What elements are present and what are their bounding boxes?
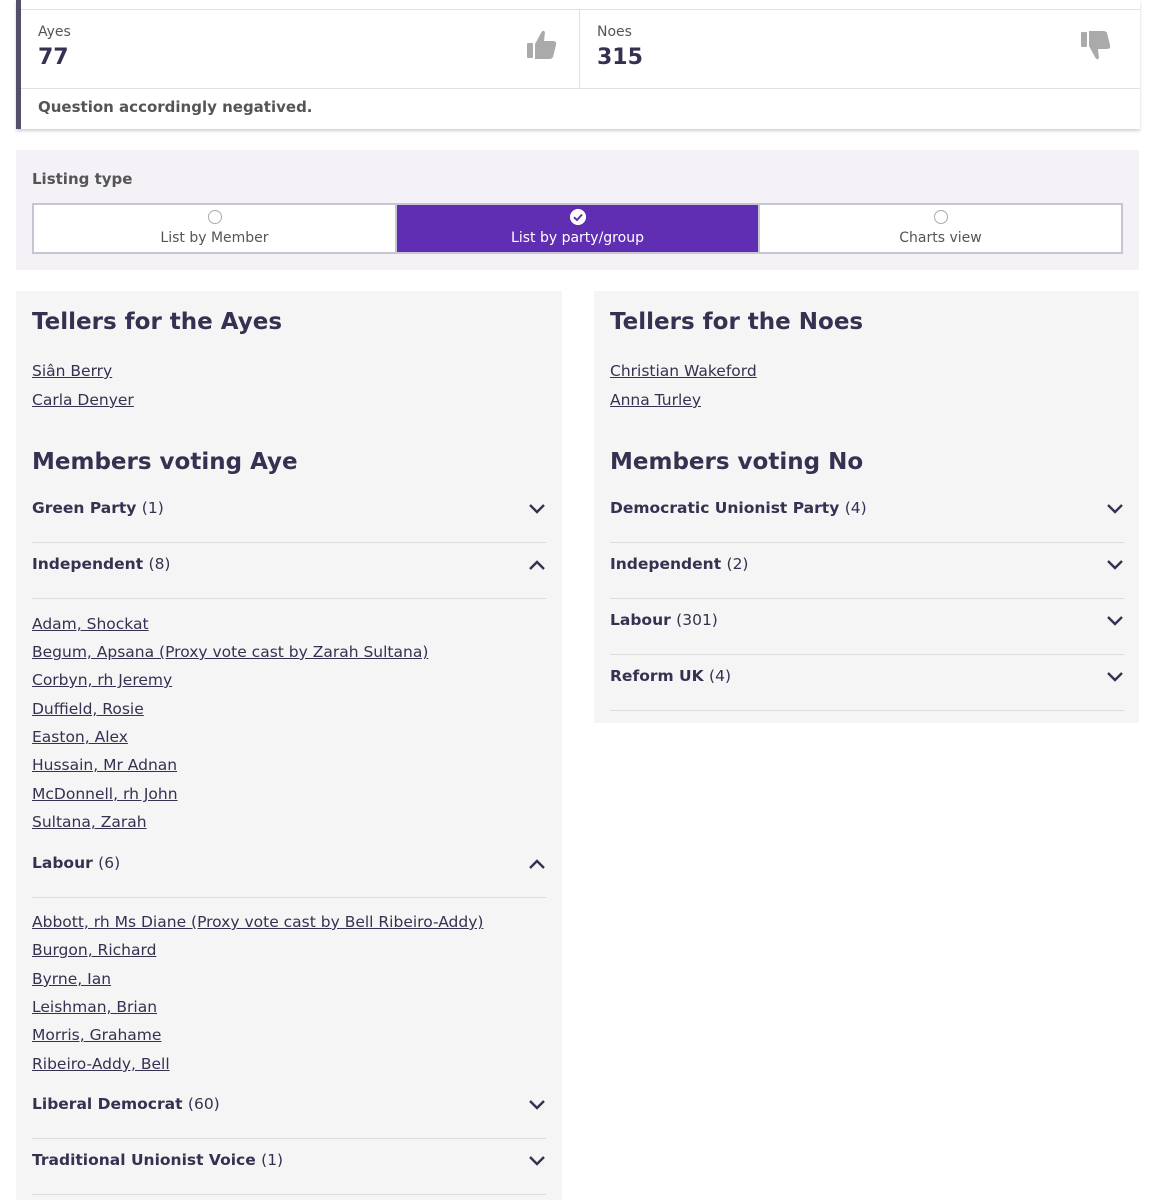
teller-link[interactable]: Christian Wakeford — [610, 362, 757, 380]
ayes-label: Ayes — [38, 24, 71, 40]
party-label: Green Party (1) — [32, 499, 164, 517]
party-toggle-green[interactable] — [32, 487, 546, 543]
chevron-down-icon — [1106, 559, 1124, 571]
noes-value: 315 — [597, 45, 643, 70]
chevron-up-icon — [528, 559, 546, 571]
chevron-down-icon — [528, 503, 546, 515]
radio-unchecked-icon — [934, 210, 948, 224]
member-link[interactable]: Hussain, Mr Adnan — [32, 756, 178, 774]
list-by-member-option[interactable] — [34, 205, 397, 252]
division-result-card — [16, 0, 1140, 129]
party-label: Reform UK (4) — [610, 667, 732, 685]
member-link[interactable]: Corbyn, rh Jeremy — [32, 671, 173, 689]
party-toggle-reform[interactable] — [610, 655, 1124, 711]
member-link[interactable]: Abbott, rh Ms Diane (Proxy vote cast by Bell Ribeiro-Addy) — [32, 913, 484, 931]
division-outcome: Question accordingly negatived. — [38, 98, 313, 116]
radio-unchecked-icon — [208, 210, 222, 224]
party-label: Traditional Unionist Voice (1) — [32, 1151, 284, 1169]
party-label: Labour (6) — [32, 854, 121, 872]
member-link[interactable]: Morris, Grahame — [32, 1026, 162, 1044]
members-aye-heading: Members voting Aye — [32, 449, 298, 475]
party-toggle-dup[interactable] — [610, 487, 1124, 543]
members-no-heading: Members voting No — [610, 449, 864, 475]
option-label: List by party/group — [511, 230, 644, 246]
member-link[interactable]: Adam, Shockat — [32, 615, 149, 633]
member-link[interactable]: Burgon, Richard — [32, 941, 157, 959]
ayes-column — [16, 291, 562, 1200]
party-toggle-labour[interactable] — [610, 599, 1124, 655]
option-label: Charts view — [899, 230, 982, 246]
noes-label: Noes — [597, 24, 632, 40]
member-link[interactable]: Ribeiro-Addy, Bell — [32, 1055, 170, 1073]
party-toggle-tuv[interactable] — [32, 1139, 546, 1195]
chevron-down-icon — [1106, 615, 1124, 627]
chevron-down-icon — [1106, 503, 1124, 515]
party-label: Labour (301) — [610, 611, 718, 629]
option-label: List by Member — [160, 230, 269, 246]
thumbs-up-icon — [526, 28, 558, 62]
party-label: Liberal Democrat (60) — [32, 1095, 220, 1113]
noes-count-box — [580, 10, 1140, 88]
charts-view-option[interactable] — [760, 205, 1121, 252]
chevron-down-icon — [1106, 671, 1124, 683]
party-toggle-labour[interactable] — [32, 842, 546, 898]
chevron-down-icon — [528, 1155, 546, 1167]
member-link[interactable]: Sultana, Zarah — [32, 813, 147, 831]
list-by-party-option[interactable] — [397, 205, 760, 252]
radio-checked-icon — [570, 209, 586, 225]
member-link[interactable]: Leishman, Brian — [32, 998, 158, 1016]
chevron-down-icon — [528, 1099, 546, 1111]
ayes-count-box — [21, 10, 580, 88]
teller-link[interactable]: Carla Denyer — [32, 391, 134, 409]
divider — [21, 88, 1140, 89]
tellers-ayes-heading: Tellers for the Ayes — [32, 309, 283, 335]
member-link[interactable]: Byrne, Ian — [32, 970, 112, 988]
listing-type-options — [32, 203, 1123, 254]
party-label: Independent (8) — [32, 555, 171, 573]
member-link[interactable]: Begum, Apsana (Proxy vote cast by Zarah Sultana) — [32, 643, 429, 661]
party-toggle-independent[interactable] — [32, 543, 546, 599]
party-toggle-liberal-democrat[interactable] — [32, 1083, 546, 1139]
noes-column — [594, 291, 1139, 723]
ayes-value: 77 — [38, 45, 69, 70]
party-label: Democratic Unionist Party (4) — [610, 499, 867, 517]
member-link[interactable]: McDonnell, rh John — [32, 785, 178, 803]
chevron-up-icon — [528, 858, 546, 870]
thumbs-down-icon — [1080, 28, 1112, 62]
party-label: Independent (2) — [610, 555, 749, 573]
party-toggle-independent[interactable] — [610, 543, 1124, 599]
teller-link[interactable]: Anna Turley — [610, 391, 702, 409]
tellers-noes-heading: Tellers for the Noes — [610, 309, 864, 335]
listing-type-title: Listing type — [32, 170, 133, 188]
member-link[interactable]: Duffield, Rosie — [32, 700, 144, 718]
teller-link[interactable]: Siân Berry — [32, 362, 113, 380]
listing-type-panel — [16, 150, 1139, 270]
member-link[interactable]: Easton, Alex — [32, 728, 128, 746]
